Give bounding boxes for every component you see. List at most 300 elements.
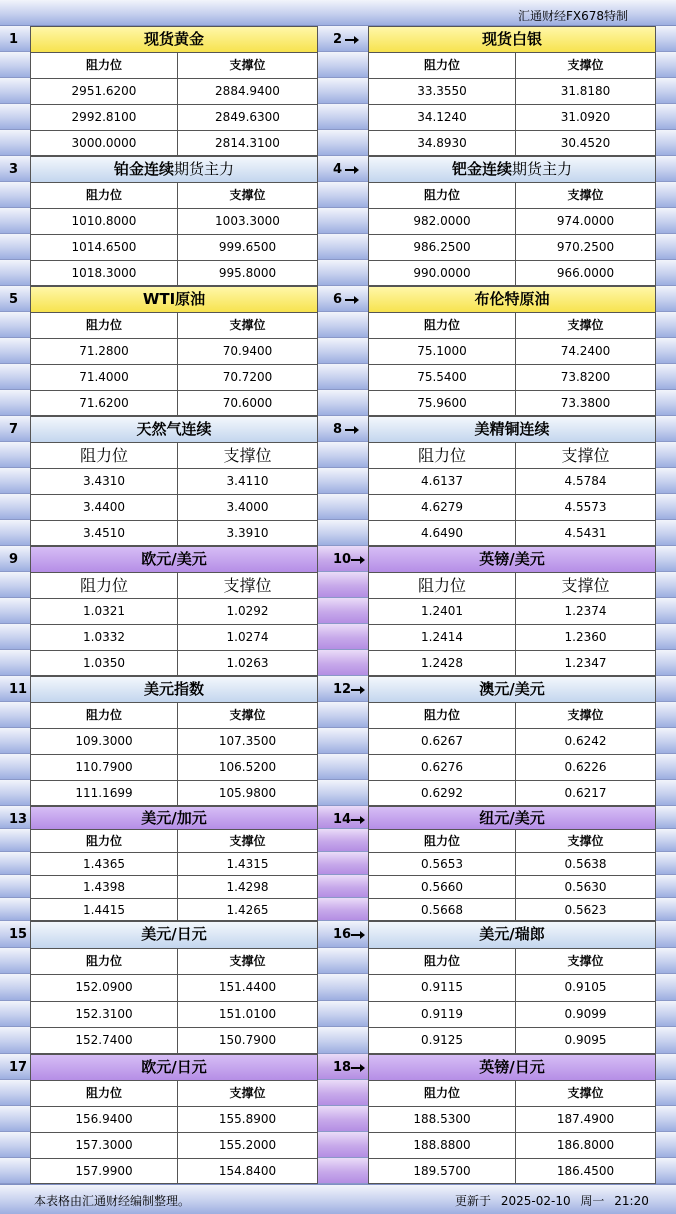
resistance-header: 阻力位 [31, 183, 178, 208]
resistance-value: 157.9900 [31, 1159, 178, 1185]
gutter-cell [318, 702, 368, 728]
section-number: 18 [333, 1060, 352, 1075]
gutter-cell [318, 260, 368, 286]
gutter-cell [0, 974, 30, 1001]
gutter-cell [0, 852, 30, 875]
resistance-header: 阻力位 [369, 313, 516, 338]
gutter-cell [318, 104, 368, 130]
support-header: 支撑位 [561, 576, 610, 595]
column-header-row [31, 949, 317, 976]
resistance-value: 3.4310 [31, 469, 178, 494]
section-number: 11 [9, 682, 28, 697]
gutter-cell [0, 702, 30, 728]
support-value: 154.8400 [218, 1164, 277, 1178]
level-row [369, 729, 655, 755]
section-number: 3 [9, 162, 19, 177]
gutter-cell [318, 52, 368, 78]
header-bar [0, 0, 676, 26]
resistance-header: 阻力位 [31, 703, 178, 728]
support-value: 73.8200 [560, 370, 611, 384]
support-header: 支撑位 [229, 1086, 266, 1100]
level-row [31, 625, 317, 651]
gutter-cell [0, 312, 30, 338]
instrument-panel [30, 676, 318, 806]
instrument-name: 纽元/美元 [479, 809, 545, 827]
resistance-value: 75.1000 [369, 339, 516, 364]
support-value: 3.4000 [226, 500, 269, 514]
support-value: 107.3500 [218, 734, 277, 748]
level-row [31, 729, 317, 755]
instrument-title [369, 807, 655, 830]
resistance-value: 0.9115 [369, 975, 516, 1001]
gutter-cell [0, 364, 30, 390]
gutter-cell [318, 442, 368, 468]
level-row [369, 1133, 655, 1159]
resistance-value: 75.5400 [369, 365, 516, 390]
support-value: 3.3910 [226, 526, 269, 540]
instrument-panel [368, 416, 656, 546]
support-header: 支撑位 [229, 188, 266, 202]
column-header-row [31, 703, 317, 729]
column-header-row [369, 443, 655, 469]
support-value: 2814.3100 [215, 136, 280, 150]
support-value: 2849.6300 [215, 110, 280, 124]
resistance-value: 3.4400 [31, 495, 178, 520]
update-time: 21:20 [614, 1194, 649, 1208]
section-number: 15 [9, 927, 28, 942]
support-value: 4.5573 [564, 500, 607, 514]
resistance-header: 阻力位 [31, 573, 178, 598]
resistance-value: 0.6292 [369, 781, 516, 807]
column-header-row [31, 1081, 317, 1107]
support-value: 187.4900 [556, 1112, 615, 1126]
gutter-cell [318, 1080, 368, 1106]
support-value: 0.9105 [564, 980, 607, 995]
level-row [369, 521, 655, 547]
instrument-title [369, 287, 655, 313]
gutter-cell [318, 338, 368, 364]
section-number: 1 [9, 32, 19, 47]
resistance-value: 34.1240 [369, 105, 516, 130]
support-header: 支撑位 [229, 318, 266, 332]
gutter-cell [318, 1158, 368, 1184]
instrument-name: WTI原油 [142, 290, 206, 308]
resistance-header: 阻力位 [369, 949, 516, 975]
level-row [31, 209, 317, 235]
level-row [369, 755, 655, 781]
resistance-value: 152.3100 [31, 1002, 178, 1028]
instrument-title [369, 677, 655, 703]
resistance-value: 188.8800 [369, 1133, 516, 1158]
instrument-name: 欧元/日元 [141, 1058, 207, 1076]
level-row [31, 1133, 317, 1159]
right-arrow-icon [345, 299, 357, 301]
support-header: 支撑位 [567, 708, 604, 722]
gutter-cell [318, 598, 368, 624]
support-value: 30.4520 [560, 136, 611, 150]
level-row [369, 975, 655, 1002]
gutter-cell [318, 974, 368, 1001]
column-header-row [369, 830, 655, 853]
instrument-name: 欧元/美元 [141, 550, 207, 568]
resistance-value: 0.5660 [369, 876, 516, 898]
support-value: 1.2360 [564, 630, 607, 644]
gutter-cell [318, 650, 368, 676]
support-value: 70.6000 [222, 396, 273, 410]
level-row [369, 1159, 655, 1185]
resistance-header: 阻力位 [31, 830, 178, 852]
header-credit: 汇通财经FX678特制 [517, 9, 628, 23]
resistance-value: 0.6267 [369, 729, 516, 754]
level-row [31, 975, 317, 1002]
resistance-value: 3.4510 [31, 521, 178, 547]
instrument-name: 铂金连续 [113, 160, 174, 178]
gutter-cell [318, 208, 368, 234]
support-header: 支撑位 [223, 446, 272, 465]
section-number: 16 [333, 927, 352, 942]
section-number: 5 [9, 292, 19, 307]
instrument-name: 英镑/美元 [479, 550, 545, 568]
gutter-cell [0, 52, 30, 78]
support-value: 155.2000 [218, 1138, 277, 1152]
instrument-title [31, 287, 317, 313]
instrument-title [31, 922, 317, 949]
instrument-title [31, 677, 317, 703]
instrument-name: 现货黄金 [143, 30, 204, 48]
column-header-row [369, 949, 655, 976]
gutter-cell [318, 26, 368, 52]
support-value: 70.9400 [222, 344, 273, 358]
level-row [31, 781, 317, 807]
support-value: 151.0100 [218, 1006, 277, 1021]
support-value: 0.5623 [564, 903, 607, 917]
support-header: 支撑位 [567, 834, 604, 848]
support-value: 4.5784 [564, 474, 607, 488]
level-row [31, 876, 317, 899]
gutter-cell [0, 442, 30, 468]
column-header-row [369, 53, 655, 79]
support-header: 支撑位 [567, 58, 604, 72]
support-header: 支撑位 [561, 446, 610, 465]
instrument-name: 布伦特原油 [474, 290, 550, 308]
support-value: 70.7200 [222, 370, 273, 384]
support-value: 974.0000 [556, 214, 615, 228]
instrument-panel [30, 416, 318, 546]
instrument-panel [368, 286, 656, 416]
gutter-cell [318, 312, 368, 338]
gutter-cell [318, 156, 368, 182]
instrument-title [369, 922, 655, 949]
instrument-panel [368, 156, 656, 286]
gutter-cell [0, 1027, 30, 1054]
gutter-cell [0, 754, 30, 780]
level-row [31, 1002, 317, 1029]
update-stamp [455, 1192, 655, 1209]
instrument-title [31, 417, 317, 443]
resistance-value: 157.3000 [31, 1133, 178, 1158]
resistance-value: 71.2800 [31, 339, 178, 364]
support-value: 73.3800 [560, 396, 611, 410]
gutter-cell [318, 286, 368, 312]
instrument-name: 美元指数 [143, 680, 204, 698]
resistance-value: 0.5668 [369, 899, 516, 922]
level-row [369, 391, 655, 417]
resistance-value: 0.5653 [369, 853, 516, 875]
instrument-name: 美精铜连续 [474, 420, 550, 438]
level-row [31, 853, 317, 876]
gutter-cell [0, 494, 30, 520]
gutter-cell [0, 1001, 30, 1028]
level-row [31, 131, 317, 157]
gutter-cell [0, 572, 30, 598]
instrument-panel [30, 286, 318, 416]
gutter-cell [0, 624, 30, 650]
right-arrow-icon [345, 39, 357, 41]
resistance-header: 阻力位 [369, 830, 516, 852]
instrument-name: 美元/加元 [141, 809, 207, 827]
resistance-value: 990.0000 [369, 261, 516, 287]
right-arrow-icon [345, 429, 357, 431]
column-header-row [369, 573, 655, 599]
resistance-value: 986.2500 [369, 235, 516, 260]
resistance-value: 75.9600 [369, 391, 516, 417]
resistance-value: 1010.8000 [31, 209, 178, 234]
level-row [31, 651, 317, 677]
support-value: 2884.9400 [215, 84, 280, 98]
instrument-panel [368, 546, 656, 676]
resistance-value: 71.4000 [31, 365, 178, 390]
update-weekday: 周一 [580, 1194, 605, 1208]
gutter-cell [0, 1080, 30, 1106]
instrument-title [31, 157, 317, 183]
gutter-cell [318, 948, 368, 975]
gutter-cell [0, 104, 30, 130]
support-header: 支撑位 [567, 1086, 604, 1100]
support-value: 1.0263 [226, 656, 269, 670]
support-value: 150.7900 [218, 1033, 277, 1048]
instrument-title [369, 417, 655, 443]
support-header: 支撑位 [229, 834, 266, 848]
instrument-panel [30, 1054, 318, 1184]
column-header-row [369, 183, 655, 209]
level-row [31, 495, 317, 521]
resistance-value: 71.6200 [31, 391, 178, 417]
right-arrow-icon [351, 559, 363, 561]
gutter-cell [0, 948, 30, 975]
resistance-value: 110.7900 [31, 755, 178, 780]
right-arrow-icon [351, 689, 363, 691]
support-value: 1.2374 [564, 604, 607, 618]
gutter-cell [318, 416, 368, 442]
instrument-panel [30, 806, 318, 921]
gutter-cell [0, 1106, 30, 1132]
resistance-header: 阻力位 [31, 949, 178, 975]
support-header: 支撑位 [229, 58, 266, 72]
gutter-cell [318, 572, 368, 598]
gutter-cell [318, 754, 368, 780]
instrument-panel [368, 676, 656, 806]
section-number: 9 [9, 552, 19, 567]
instrument-panel [30, 546, 318, 676]
support-value: 999.6500 [218, 240, 277, 254]
support-value: 0.6226 [564, 760, 607, 774]
support-value: 1.0274 [226, 630, 269, 644]
support-value: 1.4265 [226, 903, 269, 917]
support-value: 0.6242 [564, 734, 607, 748]
instrument-title [369, 547, 655, 573]
level-row [369, 209, 655, 235]
level-row [31, 599, 317, 625]
gutter-cell [0, 780, 30, 806]
resistance-value: 189.5700 [369, 1159, 516, 1185]
instrument-title [369, 157, 655, 183]
support-header: 支撑位 [567, 318, 604, 332]
resistance-value: 1018.3000 [31, 261, 178, 287]
level-row [31, 261, 317, 287]
level-row [31, 79, 317, 105]
right-arrow-icon [345, 169, 357, 171]
gutter-cell [0, 78, 30, 104]
resistance-header: 阻力位 [31, 313, 178, 338]
instrument-name: 英镑/日元 [479, 1058, 545, 1076]
gutter-cell [0, 650, 30, 676]
support-value: 0.9095 [564, 1033, 607, 1048]
level-row [31, 105, 317, 131]
instrument-name-suffix: 期货主力 [512, 160, 573, 178]
resistance-value: 982.0000 [369, 209, 516, 234]
resistance-value: 1.2414 [369, 625, 516, 650]
resistance-value: 2992.8100 [31, 105, 178, 130]
resistance-value: 1014.6500 [31, 235, 178, 260]
resistance-value: 1.2401 [369, 599, 516, 624]
instrument-name-suffix: 期货主力 [174, 160, 235, 178]
support-value: 151.4400 [218, 980, 277, 995]
resistance-header: 阻力位 [369, 443, 516, 468]
level-row [31, 755, 317, 781]
level-row [369, 131, 655, 157]
level-row [31, 521, 317, 547]
instrument-panel [368, 806, 656, 921]
level-row [369, 1028, 655, 1055]
resistance-value: 1.4398 [31, 876, 178, 898]
gutter-cell [0, 260, 30, 286]
resistance-header: 阻力位 [31, 443, 178, 468]
instrument-panel [368, 1054, 656, 1184]
resistance-value: 0.9125 [369, 1028, 516, 1055]
resistance-value: 0.6276 [369, 755, 516, 780]
gutter-cell [318, 898, 368, 921]
resistance-value: 4.6279 [369, 495, 516, 520]
level-row [369, 781, 655, 807]
instrument-name: 钯金连续 [451, 160, 512, 178]
resistance-value: 1.4415 [31, 899, 178, 922]
support-value: 0.6217 [564, 786, 607, 800]
level-row [369, 651, 655, 677]
resistance-header: 阻力位 [369, 53, 516, 78]
column-header-row [31, 313, 317, 339]
level-row [369, 79, 655, 105]
resistance-value: 34.8930 [369, 131, 516, 157]
level-row [31, 1028, 317, 1055]
support-header: 支撑位 [567, 188, 604, 202]
support-value: 3.4110 [226, 474, 269, 488]
level-row [31, 391, 317, 417]
gutter-cell [318, 1106, 368, 1132]
level-row [31, 235, 317, 261]
level-row [369, 853, 655, 876]
gutter-cell [318, 130, 368, 156]
level-row [369, 339, 655, 365]
section-number: 13 [9, 812, 28, 827]
gutter-cell [318, 468, 368, 494]
right-arrow-icon [351, 1067, 363, 1069]
gutter-cell [0, 338, 30, 364]
gutter-cell [318, 728, 368, 754]
support-value: 1.2347 [564, 656, 607, 670]
support-value: 1.4298 [226, 880, 269, 894]
instrument-name: 天然气连续 [136, 420, 212, 438]
support-value: 1003.3000 [215, 214, 280, 228]
resistance-value: 109.3000 [31, 729, 178, 754]
resistance-value: 1.0321 [31, 599, 178, 624]
instrument-panel [30, 921, 318, 1054]
instrument-panel [368, 921, 656, 1054]
column-header-row [31, 830, 317, 853]
level-row [369, 899, 655, 922]
resistance-header: 阻力位 [369, 703, 516, 728]
gutter-cell [0, 875, 30, 898]
resistance-header: 阻力位 [31, 53, 178, 78]
section-number: 2 [333, 32, 343, 47]
instrument-name: 澳元/美元 [479, 680, 545, 698]
resistance-value: 3000.0000 [31, 131, 178, 157]
resistance-value: 1.4365 [31, 853, 178, 875]
level-row [369, 105, 655, 131]
instrument-title [369, 1055, 655, 1081]
gutter-cell [318, 78, 368, 104]
gutter-cell [0, 1132, 30, 1158]
gutter-cell [318, 364, 368, 390]
column-header-row [369, 313, 655, 339]
gutter-cell [318, 624, 368, 650]
column-header-row [31, 443, 317, 469]
resistance-value: 156.9400 [31, 1107, 178, 1132]
level-row [369, 469, 655, 495]
level-row [31, 1107, 317, 1133]
support-value: 186.8000 [556, 1138, 615, 1152]
support-value: 4.5431 [564, 526, 607, 540]
section-number: 6 [333, 292, 343, 307]
update-date: 2025-02-10 [500, 1194, 571, 1208]
column-header-row [31, 183, 317, 209]
resistance-value: 0.9119 [369, 1002, 516, 1028]
resistance-header: 阻力位 [369, 183, 516, 208]
level-row [31, 1159, 317, 1185]
gutter-cell [318, 780, 368, 806]
gutter-cell [318, 829, 368, 852]
level-row [369, 876, 655, 899]
instrument-title [31, 807, 317, 830]
resistance-value: 152.0900 [31, 975, 178, 1001]
resistance-value: 1.0332 [31, 625, 178, 650]
section-number: 7 [9, 422, 19, 437]
support-header: 支撑位 [229, 953, 266, 968]
resistance-value: 4.6490 [369, 521, 516, 547]
instrument-name: 美元/瑞郎 [479, 925, 545, 943]
level-row [31, 899, 317, 922]
level-row [369, 599, 655, 625]
gutter-cell [318, 234, 368, 260]
